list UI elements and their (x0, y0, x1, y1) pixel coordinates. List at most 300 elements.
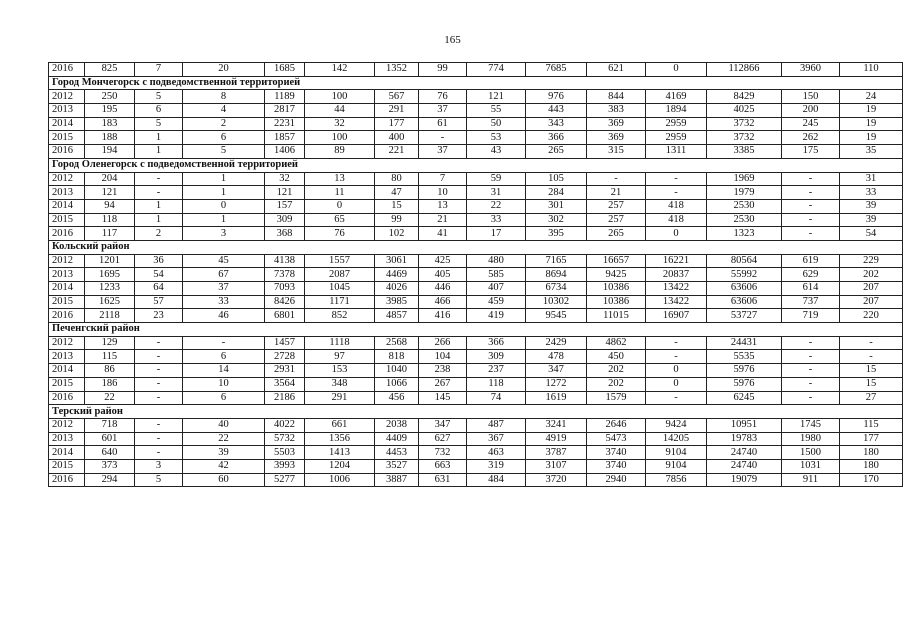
value-cell: 0 (646, 364, 707, 378)
table-row (49, 350, 903, 364)
value-cell: 16907 (646, 309, 707, 323)
value-cell: 5976 (707, 364, 782, 378)
value-cell: 1619 (526, 391, 587, 405)
year-cell: 2014 (49, 446, 85, 460)
table-row (49, 213, 903, 227)
value-cell: 45 (183, 254, 265, 268)
year-cell: 2014 (49, 282, 85, 296)
value-cell: 37 (419, 104, 467, 118)
value-cell: - (135, 186, 183, 200)
value-cell: 601 (85, 432, 135, 446)
value-cell: 619 (782, 254, 840, 268)
value-cell: 347 (419, 418, 467, 432)
value-cell: 9104 (646, 459, 707, 473)
table-row (49, 282, 903, 296)
table-row (49, 446, 903, 460)
value-cell: - (587, 172, 646, 186)
value-cell: 1189 (265, 90, 305, 104)
value-cell: 59 (467, 172, 526, 186)
value-cell: 13 (305, 172, 375, 186)
value-cell: 663 (419, 459, 467, 473)
year-cell: 2012 (49, 254, 85, 268)
value-cell: 1413 (305, 446, 375, 460)
year-cell: 2015 (49, 131, 85, 145)
value-cell: 1579 (587, 391, 646, 405)
value-cell: 3564 (265, 377, 305, 391)
value-cell: 63606 (707, 295, 782, 309)
value-cell: 64 (135, 282, 183, 296)
value-cell: 9545 (526, 309, 587, 323)
value-cell: - (840, 336, 903, 350)
value-cell: 2530 (707, 213, 782, 227)
value-cell: 3985 (375, 295, 419, 309)
value-cell: 10302 (526, 295, 587, 309)
value-cell: 142 (305, 63, 375, 77)
value-cell: - (782, 364, 840, 378)
value-cell: 7 (135, 63, 183, 77)
value-cell: 4857 (375, 309, 419, 323)
value-cell: 15 (840, 377, 903, 391)
value-cell: 621 (587, 63, 646, 77)
table-row (49, 364, 903, 378)
value-cell: 2931 (265, 364, 305, 378)
value-cell: - (646, 391, 707, 405)
value-cell: 39 (840, 199, 903, 213)
value-cell: 104 (419, 350, 467, 364)
value-cell: 719 (782, 309, 840, 323)
value-cell: 2646 (587, 418, 646, 432)
value-cell: 54 (840, 227, 903, 241)
year-cell: 2012 (49, 336, 85, 350)
value-cell: 57 (135, 295, 183, 309)
value-cell: 33 (467, 213, 526, 227)
year-cell: 2013 (49, 104, 85, 118)
value-cell: 121 (265, 186, 305, 200)
value-cell: 54 (135, 268, 183, 282)
value-cell: 60 (183, 473, 265, 487)
value-cell: 202 (840, 268, 903, 282)
value-cell: 32 (265, 172, 305, 186)
value-cell: 8429 (707, 90, 782, 104)
value-cell: 1 (183, 172, 265, 186)
value-cell: 818 (375, 350, 419, 364)
value-cell: 3732 (707, 117, 782, 131)
value-cell: 180 (840, 459, 903, 473)
table-row (49, 199, 903, 213)
value-cell: - (782, 213, 840, 227)
value-cell: 718 (85, 418, 135, 432)
value-cell: 266 (419, 336, 467, 350)
value-cell: 6734 (526, 282, 587, 296)
value-cell: 117 (85, 227, 135, 241)
value-cell: 825 (85, 63, 135, 77)
value-cell: 4169 (646, 90, 707, 104)
value-cell: 204 (85, 172, 135, 186)
value-cell: 33 (840, 186, 903, 200)
value-cell: 7165 (526, 254, 587, 268)
value-cell: 0 (646, 377, 707, 391)
value-cell: 76 (419, 90, 467, 104)
value-cell: 150 (782, 90, 840, 104)
value-cell: 1695 (85, 268, 135, 282)
value-cell: 265 (526, 145, 587, 159)
value-cell: 177 (375, 117, 419, 131)
value-cell: 33 (183, 295, 265, 309)
value-cell: 3241 (526, 418, 587, 432)
value-cell: 257 (587, 213, 646, 227)
value-cell: 309 (265, 213, 305, 227)
value-cell: 1 (135, 145, 183, 159)
section-header-row (49, 158, 903, 172)
value-cell: 220 (840, 309, 903, 323)
value-cell: 61 (419, 117, 467, 131)
value-cell: 99 (375, 213, 419, 227)
value-cell: - (782, 172, 840, 186)
value-cell: 3960 (782, 63, 840, 77)
value-cell: 9425 (587, 268, 646, 282)
value-cell: 373 (85, 459, 135, 473)
value-cell: 585 (467, 268, 526, 282)
value-cell: 10951 (707, 418, 782, 432)
value-cell: - (419, 131, 467, 145)
value-cell: 774 (467, 63, 526, 77)
value-cell: 1311 (646, 145, 707, 159)
value-cell: 9424 (646, 418, 707, 432)
value-cell: 89 (305, 145, 375, 159)
value-cell: 24740 (707, 446, 782, 460)
value-cell: 4469 (375, 268, 419, 282)
year-cell: 2012 (49, 418, 85, 432)
year-cell: 2015 (49, 459, 85, 473)
value-cell: 450 (587, 350, 646, 364)
table-row (49, 459, 903, 473)
value-cell: 76 (305, 227, 375, 241)
year-cell: 2016 (49, 309, 85, 323)
value-cell: - (782, 391, 840, 405)
value-cell: 257 (587, 199, 646, 213)
value-cell: 53 (467, 131, 526, 145)
value-cell: 221 (375, 145, 419, 159)
value-cell: 567 (375, 90, 419, 104)
value-cell: 315 (587, 145, 646, 159)
value-cell: 1625 (85, 295, 135, 309)
value-cell: 1201 (85, 254, 135, 268)
value-cell: 5976 (707, 377, 782, 391)
year-cell: 2015 (49, 377, 85, 391)
value-cell: 46 (183, 309, 265, 323)
value-cell: 1272 (526, 377, 587, 391)
value-cell: 418 (646, 213, 707, 227)
value-cell: 115 (85, 350, 135, 364)
table-row (49, 377, 903, 391)
value-cell: 22 (85, 391, 135, 405)
value-cell: - (782, 186, 840, 200)
value-cell: - (135, 172, 183, 186)
value-cell: 265 (587, 227, 646, 241)
value-cell: 39 (840, 213, 903, 227)
value-cell: 2118 (85, 309, 135, 323)
value-cell: 3107 (526, 459, 587, 473)
value-cell: 4 (183, 104, 265, 118)
section-title: Город Мончегорск с подведомственной территорией (49, 76, 903, 90)
value-cell: 6 (183, 391, 265, 405)
value-cell: 47 (375, 186, 419, 200)
value-cell: 1500 (782, 446, 840, 460)
value-cell: 7093 (265, 282, 305, 296)
value-cell: 53727 (707, 309, 782, 323)
value-cell: 484 (467, 473, 526, 487)
value-cell: 405 (419, 268, 467, 282)
value-cell: 1204 (305, 459, 375, 473)
value-cell: 1557 (305, 254, 375, 268)
value-cell: 2 (135, 227, 183, 241)
value-cell: 7856 (646, 473, 707, 487)
value-cell: 202 (587, 364, 646, 378)
value-cell: 6 (135, 104, 183, 118)
value-cell: 480 (467, 254, 526, 268)
value-cell: 97 (305, 350, 375, 364)
table-row (49, 295, 903, 309)
value-cell: 145 (419, 391, 467, 405)
value-cell: - (135, 391, 183, 405)
value-cell: 0 (305, 199, 375, 213)
year-cell: 2013 (49, 268, 85, 282)
value-cell: 102 (375, 227, 419, 241)
year-cell: 2014 (49, 117, 85, 131)
value-cell: - (135, 336, 183, 350)
value-cell: 22 (183, 432, 265, 446)
value-cell: - (782, 350, 840, 364)
year-cell: 2012 (49, 172, 85, 186)
value-cell: 2 (183, 117, 265, 131)
value-cell: - (135, 432, 183, 446)
value-cell: 343 (526, 117, 587, 131)
value-cell: 238 (419, 364, 467, 378)
year-cell: 2013 (49, 186, 85, 200)
value-cell: 366 (526, 131, 587, 145)
value-cell: 13422 (646, 282, 707, 296)
table-row (49, 254, 903, 268)
value-cell: 110 (840, 63, 903, 77)
year-cell: 2015 (49, 295, 85, 309)
value-cell: 419 (467, 309, 526, 323)
value-cell: 99 (419, 63, 467, 77)
value-cell: 3061 (375, 254, 419, 268)
table-row (49, 268, 903, 282)
section-title: Кольский район (49, 240, 903, 254)
value-cell: 3 (135, 459, 183, 473)
value-cell: 1980 (782, 432, 840, 446)
table-row (49, 63, 903, 77)
value-cell: 631 (419, 473, 467, 487)
value-cell: 31 (840, 172, 903, 186)
section-header-row (49, 323, 903, 337)
value-cell: 65 (305, 213, 375, 227)
value-cell: 319 (467, 459, 526, 473)
value-cell: 112866 (707, 63, 782, 77)
value-cell: 2429 (526, 336, 587, 350)
value-cell: 202 (587, 377, 646, 391)
value-cell: 19 (840, 117, 903, 131)
value-cell: 2087 (305, 268, 375, 282)
value-cell: 294 (85, 473, 135, 487)
value-cell: - (646, 186, 707, 200)
value-cell: 10386 (587, 295, 646, 309)
value-cell: 74 (467, 391, 526, 405)
value-cell: - (782, 199, 840, 213)
value-cell: 6245 (707, 391, 782, 405)
value-cell: 115 (840, 418, 903, 432)
value-cell: 105 (526, 172, 587, 186)
value-cell: 80 (375, 172, 419, 186)
value-cell: 3887 (375, 473, 419, 487)
value-cell: 1066 (375, 377, 419, 391)
value-cell: 86 (85, 364, 135, 378)
value-cell: 188 (85, 131, 135, 145)
value-cell: 852 (305, 309, 375, 323)
value-cell: 1 (135, 213, 183, 227)
value-cell: 3787 (526, 446, 587, 460)
value-cell: 27 (840, 391, 903, 405)
value-cell: 94 (85, 199, 135, 213)
value-cell: 0 (183, 199, 265, 213)
value-cell: 19079 (707, 473, 782, 487)
value-cell: 10386 (587, 282, 646, 296)
table-row (49, 172, 903, 186)
value-cell: 175 (782, 145, 840, 159)
table-row (49, 418, 903, 432)
value-cell: 16221 (646, 254, 707, 268)
value-cell: 153 (305, 364, 375, 378)
value-cell: 1 (183, 213, 265, 227)
value-cell: 2530 (707, 199, 782, 213)
value-cell: 2231 (265, 117, 305, 131)
value-cell: 3740 (587, 459, 646, 473)
value-cell: 4022 (265, 418, 305, 432)
value-cell: 3385 (707, 145, 782, 159)
value-cell: 478 (526, 350, 587, 364)
value-cell: 1894 (646, 104, 707, 118)
value-cell: 24431 (707, 336, 782, 350)
value-cell: 118 (85, 213, 135, 227)
value-cell: 50 (467, 117, 526, 131)
value-cell: 5 (135, 90, 183, 104)
value-cell: 348 (305, 377, 375, 391)
value-cell: 366 (467, 336, 526, 350)
value-cell: 5 (135, 473, 183, 487)
value-cell: 443 (526, 104, 587, 118)
value-cell: 195 (85, 104, 135, 118)
table-row (49, 432, 903, 446)
table-row (49, 309, 903, 323)
section-title: Терский район (49, 405, 903, 419)
value-cell: 1 (183, 186, 265, 200)
value-cell: 32 (305, 117, 375, 131)
value-cell: 1 (135, 199, 183, 213)
value-cell: 21 (419, 213, 467, 227)
value-cell: 200 (782, 104, 840, 118)
value-cell: 5 (135, 117, 183, 131)
value-cell: 2186 (265, 391, 305, 405)
value-cell: 1045 (305, 282, 375, 296)
value-cell: 15 (840, 364, 903, 378)
value-cell: 3740 (587, 446, 646, 460)
year-cell: 2016 (49, 473, 85, 487)
value-cell: 1118 (305, 336, 375, 350)
value-cell: 262 (782, 131, 840, 145)
table-row (49, 90, 903, 104)
year-cell: 2016 (49, 227, 85, 241)
value-cell: 1031 (782, 459, 840, 473)
value-cell: - (782, 336, 840, 350)
value-cell: 407 (467, 282, 526, 296)
value-cell: 207 (840, 282, 903, 296)
value-cell: 31 (467, 186, 526, 200)
value-cell: 291 (305, 391, 375, 405)
value-cell: 291 (375, 104, 419, 118)
table-row (49, 473, 903, 487)
value-cell: 418 (646, 199, 707, 213)
value-cell: 22 (467, 199, 526, 213)
value-cell: 1857 (265, 131, 305, 145)
value-cell: 629 (782, 268, 840, 282)
value-cell: 250 (85, 90, 135, 104)
value-cell: 80564 (707, 254, 782, 268)
value-cell: 24740 (707, 459, 782, 473)
value-cell: 207 (840, 295, 903, 309)
value-cell: 732 (419, 446, 467, 460)
value-cell: 1006 (305, 473, 375, 487)
value-cell: 7378 (265, 268, 305, 282)
year-cell: 2016 (49, 391, 85, 405)
value-cell: 1352 (375, 63, 419, 77)
value-cell: 4025 (707, 104, 782, 118)
value-cell: 229 (840, 254, 903, 268)
table-row (49, 104, 903, 118)
value-cell: 4409 (375, 432, 419, 446)
value-cell: 21 (587, 186, 646, 200)
value-cell: 5732 (265, 432, 305, 446)
year-cell: 2015 (49, 213, 85, 227)
value-cell: 369 (587, 117, 646, 131)
table-row (49, 391, 903, 405)
value-cell: - (135, 350, 183, 364)
table-row (49, 227, 903, 241)
value-cell: 24 (840, 90, 903, 104)
value-cell: 19 (840, 104, 903, 118)
value-cell: 180 (840, 446, 903, 460)
value-cell: 67 (183, 268, 265, 282)
value-cell: 6 (183, 131, 265, 145)
value-cell: 14 (183, 364, 265, 378)
value-cell: 267 (419, 377, 467, 391)
value-cell: 19 (840, 131, 903, 145)
value-cell: 1406 (265, 145, 305, 159)
value-cell: 2038 (375, 418, 419, 432)
section-title: Печенгский район (49, 323, 903, 337)
value-cell: 15 (375, 199, 419, 213)
value-cell: 1 (135, 131, 183, 145)
value-cell: 1745 (782, 418, 840, 432)
value-cell: 1323 (707, 227, 782, 241)
value-cell: 129 (85, 336, 135, 350)
value-cell: 5535 (707, 350, 782, 364)
value-cell: 3527 (375, 459, 419, 473)
value-cell: 4138 (265, 254, 305, 268)
value-cell: 42 (183, 459, 265, 473)
year-cell: 2016 (49, 145, 85, 159)
value-cell: 5 (183, 145, 265, 159)
